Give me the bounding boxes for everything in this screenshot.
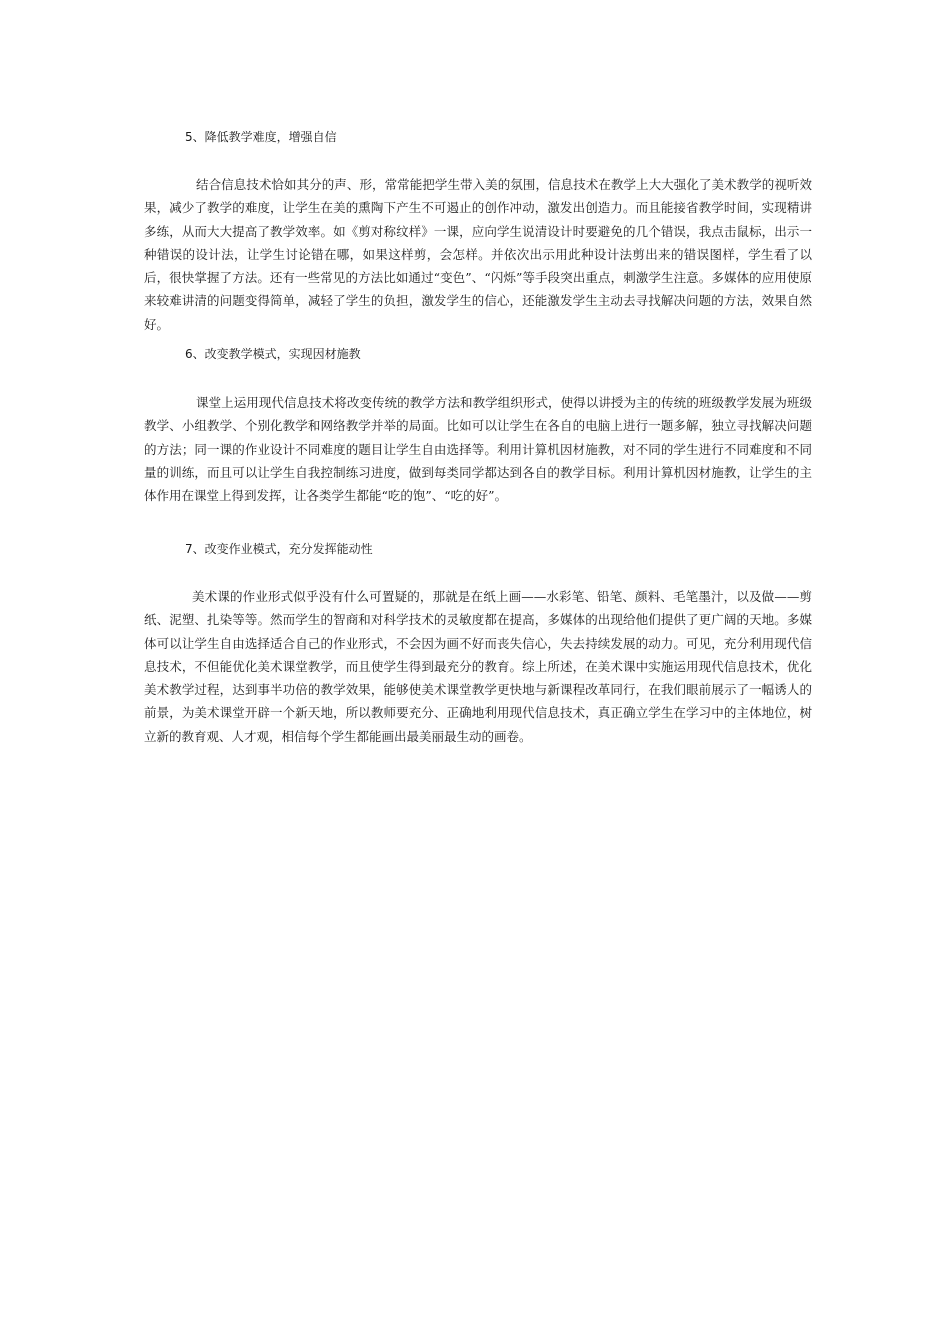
section-heading-7: 7、改变作业模式，充分发挥能动性 bbox=[185, 542, 373, 556]
section-heading-5: 5、降低教学难度，增强自信 bbox=[185, 130, 337, 144]
section-paragraph-7: 美术课的作业形式似乎没有什么可置疑的，那就是在纸上画——水彩笔、铅笔、颜料、毛笔墨汁，以及做——剪纸、泥塑、扎染等等。然而学生的智商和对科学技术的灵敏度都在提高，多媒体的出现给他们提供了更广阔的天地。多媒体可以让学生自由选择适合自己的作业形式，不会因为画不好而丧失信心，失去持续发展的动力。可见，充分利用现代信息技术，不但能优化美术课堂教学，而且使学生得到最充分的教育。综上所述，在美术课中实施运用现代信息技术，优化美术教学过程，达到事半功倍的教学效果，能够使美术课堂教学更快地与新课程改革同行，在我们眼前展示了一幅诱人的前景，为美术课堂开辟一个新天地，所以教师要充分、正确地利用现代信息技术，真正确立学生在学习中的主体地位，树立新的教育观、人才观，相信每个学生都能画出最美丽最生动的画卷。 bbox=[144, 589, 812, 744]
section-paragraph-5: 结合信息技术恰如其分的声、形，常常能把学生带入美的氛围，信息技术在教学上大大强化了美术教学的视听效果，减少了教学的难度，让学生在美的熏陶下产生不可遏止的创作冲动，激发出创造力。而且能接省教学时间，实现精讲多练，从而大大提高了教学效率。如《剪对称纹样》一课，应向学生说清设计时要避免的几个错误，我点击鼠标，出示一种错误的设计法，让学生讨论错在哪，如果这样剪，会怎样。并依次出示用此种设计法剪出来的错误图样，学生看了以后，很快掌握了方法。还有一些常见的方法比如通过“变色”、“闪烁”等手段突出重点，刺激学生注意。多媒体的应用使原来较难讲清的问题变得简单，减轻了学生的负担，激发学生的信心，还能激发学生主动去寻找解决问题的方法，效果自然好。 bbox=[144, 177, 812, 332]
section-paragraph-6: 课堂上运用现代信息技术将改变传统的教学方法和教学组织形式，使得以讲授为主的传统的班级教学发展为班级教学、小组教学、个别化教学和网络教学并举的局面。比如可以让学生在各自的电脑上进行一题多解，独立寻找解决问题的方法；同一课的作业设计不同难度的题目让学生自由选择等。利用计算机因材施教，对不同的学生进行不同难度和不同量的训练，而且可以让学生自我控制练习进度，做到每类同学都达到各自的教学目标。利用计算机因材施教，让学生的主体作用在课堂上得到发挥，让各类学生都能“吃的饱”、“吃的好”。 bbox=[144, 395, 812, 504]
section-heading-6: 6、改变教学模式，实现因材施教 bbox=[185, 347, 361, 361]
